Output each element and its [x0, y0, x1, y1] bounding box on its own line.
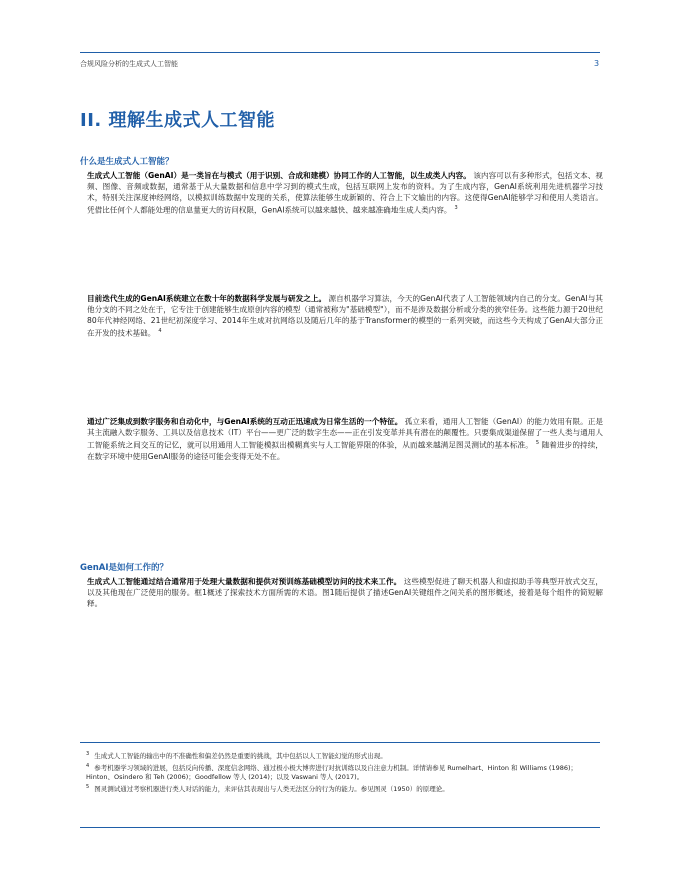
paragraph-definition-lead: 生成式人工智能（GenAI）是一类旨在与模式（用于识别、合成和建模）协同工作的人工智能，以生成类人内容。: [87, 171, 471, 180]
footnote-mark: 3: [86, 751, 90, 757]
paragraph-integration-body-a: 孤立来看，通用人工智能（GenAI）的能力效用有限。正是其主流融入数字服务、工具以及信息技术（IT）平台——更广泛的数字生态——正在引发变革并具有潜在的颠覆性。只要集成渠道保留了一些人类与通用人工智能系统之间交互的记忆，就可以用通用人工智能模拟出模糊真实与人工智能界限的体验，从而越来越满足图灵测试的基本标准。: [87, 417, 603, 450]
subheading-how-genai-works: GenAI是如何工作的？: [80, 563, 169, 573]
footnote-ref-3: 3: [454, 205, 458, 211]
paragraph-integration-lead: 通过广泛集成到数字服务和自动化中，与GenAI系统的互动正迅速成为日常生活的一个特征。: [87, 417, 403, 426]
paragraph-integration-body-b: 随着进步的持续，在数字环境中使用GenAI服务的途径可能会变得无处不在。: [87, 440, 604, 461]
footnotes: [86, 750, 600, 794]
footnote-text: 参考机器学习领域的进展，包括反向传播、深度信念网络、通过极小极大博弈进行对抗训练以及自注意力机制。详情请参见 Rumelhart、Hinton 和 Williams (1986)；Hinton、Osindero 和 Teh (2006)；Goodfellow 等人 (2014)；以及 Vaswani 等人 (2017)。: [86, 763, 578, 782]
section-title: II. 理解生成式人工智能: [80, 110, 275, 131]
footnote-5: [86, 783, 600, 795]
footnote-ref-4: 4: [158, 328, 162, 334]
paragraph-history: [87, 293, 603, 339]
footnote-text: 生成式人工智能的输出中的不准确性和偏差仍然是重要的挑战，其中包括以人工智能幻觉的形式出现。: [94, 752, 387, 761]
subheading-what-is-genai: 什么是生成式人工智能？: [80, 157, 174, 167]
paragraph-history-body: 源自机器学习算法，今天的GenAI代表了人工智能领域内自己的分支。GenAI与其他分支的不同之处在于，它专注于创建能够生成原创内容的模型（通常被称为"基础模型"），而不是涉及数据分析或分类的狭窄任务。这些能力源于20世纪80年代神经网络、21世纪初深度学习、2014年生成对抗网络以及随后几年的基于Transformer的模型的一系列突破，而这些今天构成了GenAI大部分正在开发的技术基础。: [87, 294, 603, 338]
paragraph-how-works: [87, 576, 603, 609]
running-title: 合规风险分析的生成式人工智能: [80, 60, 178, 68]
header-rule: [80, 52, 600, 53]
footnotes-rule-bottom: [80, 827, 600, 828]
paragraph-how-works-lead: 生成式人工智能通过结合通常用于处理大量数据和提供对预训练基础模型访问的技术来工作。: [87, 577, 402, 586]
paragraph-definition-body: 该内容可以有多种形式，包括文本、视频、图像、音频或数据，通常基于从大量数据和信息中学习到的模式生成，包括互联网上发布的资料。为了生成内容，GenAI系统利用先进机器学习技术，特别关注深度神经网络，以模拟训练数据中发现的关系，使算法能够生成新颖的、符合上下文输出的内容。这使得GenAI能够学习和使用人类语言。凭借比任何个人都能处理的信息量更大的访问权限，GenAI系统可以越来越快、越来越准确地生成人类内容。: [87, 171, 603, 215]
page-number: 3: [594, 59, 600, 68]
footnote-3: [86, 750, 600, 762]
paragraph-definition: [87, 170, 603, 216]
footnote-4: [86, 762, 600, 783]
paragraph-history-lead: 目前迭代生成的GenAI系统建立在数十年的数据科学发展与研发之上。: [87, 294, 327, 303]
paragraph-integration: [87, 416, 603, 462]
footnote-mark: 4: [86, 762, 90, 769]
footnote-ref-5: 5: [535, 440, 540, 446]
paragraph-how-works-body: 这些模型促进了聊天机器人和虚拟助手等典型开放式交互，以及其他现在广泛使用的服务。框1概述了探索技术方面所需的术语。图1随后提供了描述GenAI关键组件之间关系的图形概述，接着是每个组件的简短解释。: [87, 577, 604, 608]
footnotes-rule-top: [80, 742, 600, 743]
footnote-mark: 5: [86, 783, 90, 790]
footnote-text: 图灵测试通过考察机器进行类人对话的能力，来评估其表现出与人类无法区分的行为的能力。参见图灵（1950）的原理论。: [94, 784, 449, 793]
